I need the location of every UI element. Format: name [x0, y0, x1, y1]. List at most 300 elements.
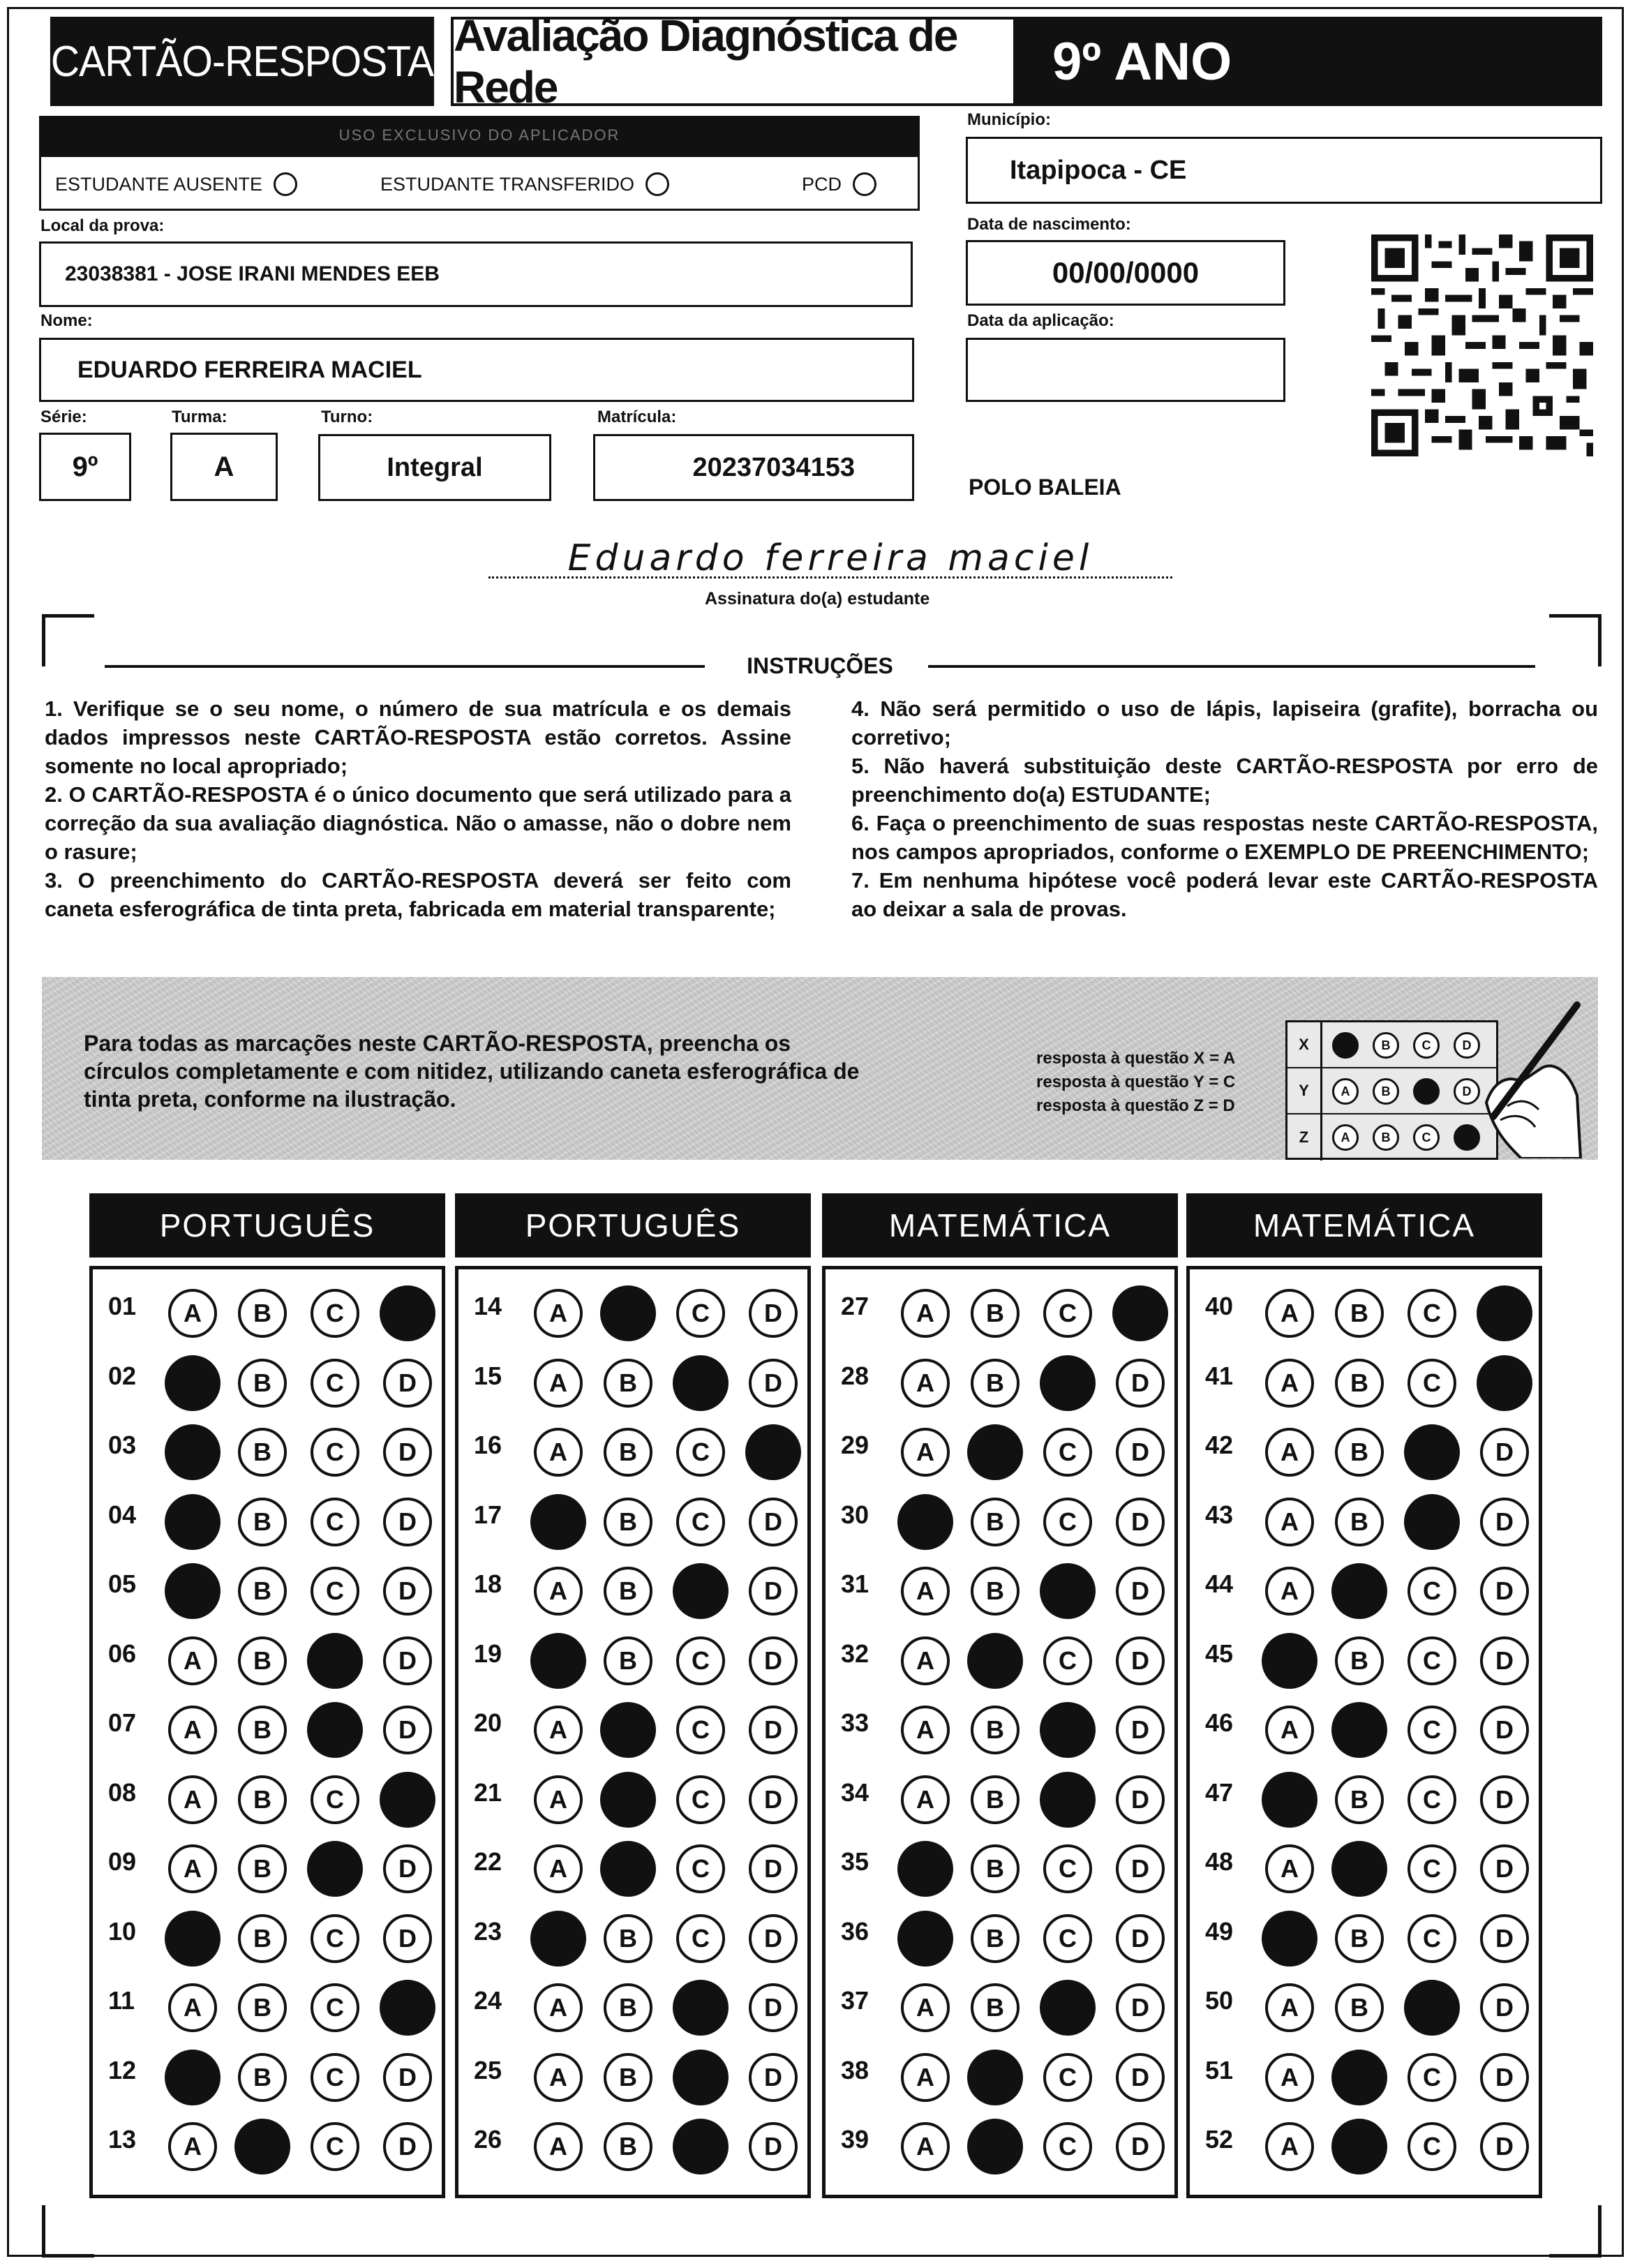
answer-bubble-c[interactable]: C [1408, 2122, 1456, 2171]
answer-bubble-c[interactable] [1040, 1772, 1096, 1828]
answer-bubble-b[interactable]: B [1335, 1428, 1384, 1477]
answer-bubble-c[interactable] [673, 2050, 729, 2105]
answer-bubble-b[interactable] [600, 1772, 656, 1828]
answer-grid [1186, 1266, 1542, 2198]
absent-bubble[interactable] [274, 172, 297, 196]
answer-bubble-a[interactable]: A [1265, 1567, 1314, 1616]
answer-bubble-c[interactable]: C [1408, 1359, 1456, 1408]
answer-bubble-b[interactable] [234, 2119, 290, 2174]
answer-bubble-c[interactable]: C [1043, 1636, 1092, 1685]
answer-bubble-c[interactable]: C [1408, 1844, 1456, 1893]
absent-option[interactable] [55, 172, 297, 196]
question-row [458, 1617, 807, 1687]
example-bubble-a: A [1332, 1078, 1359, 1105]
uso-exclusivo-row [39, 155, 920, 211]
question-row [826, 2103, 1174, 2172]
answer-bubble-a[interactable]: A [534, 1775, 583, 1824]
answer-bubble-b[interactable]: B [1335, 1289, 1384, 1338]
answer-bubble-d[interactable]: D [1480, 1983, 1529, 2032]
answer-bubble-a[interactable]: A [901, 1636, 950, 1685]
answer-bubble-a[interactable]: A [901, 1567, 950, 1616]
answer-bubble-d[interactable]: D [1116, 1428, 1165, 1477]
question-number: 42 [1205, 1431, 1234, 1459]
answer-bubble-a[interactable]: A [534, 1844, 583, 1893]
answer-bubble-a[interactable]: A [901, 2122, 950, 2171]
question-number: 05 [108, 1569, 137, 1598]
answer-bubble-c[interactable] [1404, 1980, 1460, 2036]
answer-bubble-d[interactable]: D [383, 1706, 432, 1754]
answer-bubble-b[interactable]: B [604, 1983, 652, 2032]
answer-bubble-d[interactable]: D [749, 2053, 798, 2102]
question-row [458, 1964, 807, 2034]
answer-bubble-b[interactable]: B [1335, 1914, 1384, 1963]
answer-bubble-b[interactable]: B [1335, 1359, 1384, 1408]
answer-bubble-b[interactable]: B [238, 1706, 287, 1754]
instructions-rule-left [105, 665, 705, 668]
answer-bubble-d[interactable]: D [749, 1636, 798, 1685]
answer-bubble-c[interactable]: C [311, 1498, 359, 1546]
example-text: Para todas as marcações neste CARTÃO-RESPOSTA, preencha os círculos completamente e com nitidez, utilizando caneta esferográfica de tinta preta, conforme na ilustração. [84, 1031, 860, 1112]
question-number: 45 [1205, 1639, 1234, 1668]
answer-bubble-d[interactable]: D [1116, 2053, 1165, 2102]
turma-field: A [170, 433, 278, 501]
answer-bubble-d[interactable]: D [383, 1844, 432, 1893]
answer-bubble-b[interactable]: B [1335, 1498, 1384, 1546]
question-row [1190, 1269, 1539, 1339]
answer-bubble-b[interactable]: B [238, 1844, 287, 1893]
answer-bubble-c[interactable] [1040, 1980, 1096, 2036]
answer-bubble-c[interactable] [673, 1355, 729, 1411]
answer-bubble-c[interactable]: C [311, 1289, 359, 1338]
instruction-item: 2. O CARTÃO-RESPOSTA é o único documento que será utilizado para a correção da sua avaliação diagnóstica. Não o amasse, não o dobre nem o rasure; [45, 782, 791, 864]
answer-bubble-b[interactable]: B [971, 1775, 1020, 1824]
answer-bubble-c[interactable] [307, 1633, 363, 1689]
question-row [458, 2034, 807, 2103]
question-row [93, 1686, 442, 1756]
answer-bubble-b[interactable]: B [604, 2122, 652, 2171]
corner-mark-bottom-right [1549, 2205, 1602, 2258]
answer-bubble-c[interactable] [1040, 1702, 1096, 1758]
answer-bubble-a[interactable] [897, 1911, 953, 1967]
answer-bubble-a[interactable]: A [534, 2053, 583, 2102]
answer-bubble-d[interactable]: D [383, 1359, 432, 1408]
answer-bubble-c[interactable]: C [676, 1289, 725, 1338]
answer-bubble-c[interactable]: C [1408, 1289, 1456, 1338]
answer-bubble-a[interactable]: A [1265, 1428, 1314, 1477]
question-row [1190, 1964, 1539, 2034]
answer-bubble-a[interactable] [165, 1911, 221, 1967]
answer-bubble-d[interactable]: D [1480, 1498, 1529, 1546]
answer-bubble-a[interactable]: A [168, 1844, 217, 1893]
answer-bubble-a[interactable]: A [168, 1983, 217, 2032]
answer-bubble-b[interactable]: B [604, 1567, 652, 1616]
student-signature: Eduardo ferreira maciel [567, 537, 1093, 579]
answer-bubble-a[interactable]: A [1265, 1289, 1314, 1338]
answer-bubble-b[interactable]: B [238, 1636, 287, 1685]
answer-bubble-b[interactable] [600, 1841, 656, 1897]
answer-bubble-d[interactable] [1477, 1285, 1532, 1341]
answer-bubble-d[interactable]: D [1116, 1498, 1165, 1546]
example-bubble-b: B [1373, 1032, 1399, 1059]
instruction-item: 3. O preenchimento do CARTÃO-RESPOSTA deverá ser feito com caneta esferográfica de tinta preta, fabricada em material transparente; [45, 868, 791, 921]
answer-bubble-b[interactable]: B [238, 1289, 287, 1338]
answer-bubble-b[interactable]: B [238, 1983, 287, 2032]
answer-bubble-a[interactable] [165, 1424, 221, 1480]
question-row [1190, 2034, 1539, 2103]
section-title: PORTUGUÊS [89, 1193, 445, 1258]
answer-bubble-a[interactable]: A [168, 1636, 217, 1685]
answer-bubble-d[interactable]: D [1480, 1844, 1529, 1893]
answer-bubble-b[interactable]: B [604, 1498, 652, 1546]
answer-bubble-a[interactable] [897, 1494, 953, 1550]
question-row [1190, 1408, 1539, 1478]
answer-bubble-c[interactable]: C [311, 1983, 359, 2032]
transferred-bubble[interactable] [645, 172, 669, 196]
answer-bubble-c[interactable]: C [676, 1775, 725, 1824]
answer-bubble-a[interactable] [1262, 1633, 1317, 1689]
answer-bubble-c[interactable] [673, 1980, 729, 2036]
serie-field: 9º [39, 433, 131, 501]
uso-exclusivo-bar: USO EXCLUSIVO DO APLICADOR [39, 116, 920, 155]
question-number: 08 [108, 1777, 137, 1807]
answer-bubble-c[interactable]: C [676, 1636, 725, 1685]
answer-bubble-b[interactable] [600, 1285, 656, 1341]
answer-bubble-d[interactable]: D [749, 1498, 798, 1546]
answer-bubble-c[interactable]: C [311, 2053, 359, 2102]
answer-bubble-d[interactable] [380, 1285, 435, 1341]
pcd-option[interactable] [802, 172, 876, 196]
answer-bubble-c[interactable]: C [1408, 1775, 1456, 1824]
answer-bubble-d[interactable]: D [749, 1359, 798, 1408]
answer-bubble-a[interactable]: A [1265, 1983, 1314, 2032]
answer-bubble-b[interactable]: B [971, 1706, 1020, 1754]
question-number: 51 [1205, 2055, 1234, 2084]
answer-bubble-c[interactable]: C [676, 1844, 725, 1893]
answer-bubble-c[interactable] [307, 1702, 363, 1758]
answer-bubble-a[interactable]: A [534, 2122, 583, 2171]
question-row [93, 2034, 442, 2103]
question-number: 24 [474, 1986, 502, 2015]
example-bubble-b: B [1373, 1124, 1399, 1151]
answer-bubble-d[interactable] [1477, 1355, 1532, 1411]
answer-bubble-d[interactable]: D [383, 2053, 432, 2102]
question-number: 48 [1205, 1847, 1234, 1876]
answer-bubble-c[interactable]: C [676, 1428, 725, 1477]
answer-bubble-c[interactable]: C [1408, 1567, 1456, 1616]
answer-grid [822, 1266, 1178, 2198]
answer-bubble-c[interactable]: C [1043, 1914, 1092, 1963]
answer-bubble-a[interactable]: A [901, 1289, 950, 1338]
answer-bubble-a[interactable]: A [1265, 1359, 1314, 1408]
answer-bubble-a[interactable] [897, 1841, 953, 1897]
answer-bubble-d[interactable] [380, 1772, 435, 1828]
signature-label: Assinatura do(a) estudante [705, 589, 930, 609]
answer-bubble-c[interactable]: C [1043, 2122, 1092, 2171]
answer-bubble-c[interactable]: C [676, 1914, 725, 1963]
answer-bubble-b[interactable] [967, 1424, 1023, 1480]
answer-bubble-a[interactable]: A [1265, 1706, 1314, 1754]
name-label: Nome: [40, 311, 93, 330]
answer-bubble-c[interactable]: C [1408, 1914, 1456, 1963]
corner-mark-top-left [42, 614, 94, 666]
answer-bubble-a[interactable]: A [534, 1359, 583, 1408]
answer-bubble-c[interactable]: C [1043, 1289, 1092, 1338]
answer-bubble-a[interactable]: A [1265, 2053, 1314, 2102]
answer-bubble-b[interactable]: B [238, 1775, 287, 1824]
example-bubble-d: D [1454, 1032, 1480, 1059]
answer-bubble-c[interactable]: C [1043, 2053, 1092, 2102]
answer-bubble-d[interactable]: D [749, 1914, 798, 1963]
answer-bubble-b[interactable]: B [238, 1498, 287, 1546]
answer-bubble-a[interactable]: A [534, 1567, 583, 1616]
answer-bubble-b[interactable]: B [971, 1844, 1020, 1893]
answer-bubble-d[interactable]: D [1116, 1636, 1165, 1685]
question-row [1190, 1547, 1539, 1617]
answer-bubble-a[interactable]: A [534, 1706, 583, 1754]
answer-bubble-b[interactable]: B [971, 1914, 1020, 1963]
answer-bubble-d[interactable]: D [1116, 2122, 1165, 2171]
answer-bubble-d[interactable]: D [749, 1567, 798, 1616]
answer-bubble-a[interactable]: A [901, 2053, 950, 2102]
answer-bubble-b[interactable]: B [971, 1289, 1020, 1338]
answer-bubble-d[interactable]: D [1480, 1428, 1529, 1477]
answer-bubble-a[interactable] [1262, 1911, 1317, 1967]
answer-bubble-a[interactable]: A [168, 1775, 217, 1824]
answer-bubble-c[interactable] [1040, 1563, 1096, 1619]
answer-bubble-a[interactable] [165, 1355, 221, 1411]
question-row [458, 1756, 807, 1826]
question-number: 33 [841, 1708, 869, 1737]
answer-bubble-a[interactable]: A [901, 1706, 950, 1754]
answer-bubble-d[interactable]: D [1116, 1983, 1165, 2032]
answer-bubble-d[interactable]: D [749, 1289, 798, 1338]
instruction-item: 5. Não haverá substituição deste CARTÃO-RESPOSTA por erro de preenchimento do(a) ESTUDANTE; [851, 754, 1598, 807]
answer-bubble-b[interactable]: B [238, 1428, 287, 1477]
answer-bubble-c[interactable]: C [311, 1428, 359, 1477]
answer-bubble-c[interactable]: C [1408, 1636, 1456, 1685]
question-row [826, 1617, 1174, 1687]
question-number: 31 [841, 1569, 869, 1598]
answer-bubble-a[interactable]: A [1265, 1844, 1314, 1893]
question-row [93, 1408, 442, 1478]
answer-bubble-b[interactable] [1331, 2119, 1387, 2174]
question-row [93, 1756, 442, 1826]
question-number: 25 [474, 2055, 502, 2084]
example-bubble-b: B [1373, 1078, 1399, 1105]
question-row [458, 1547, 807, 1617]
answer-bubble-d[interactable]: D [1480, 2122, 1529, 2171]
question-number: 43 [1205, 1500, 1234, 1529]
question-number: 26 [474, 2125, 502, 2154]
answer-bubble-d[interactable]: D [1116, 1706, 1165, 1754]
answer-bubble-b[interactable]: B [604, 2053, 652, 2102]
answer-bubble-b[interactable]: B [1335, 1636, 1384, 1685]
answer-bubble-d[interactable] [1112, 1285, 1168, 1341]
answer-bubble-a[interactable] [165, 2050, 221, 2105]
answer-bubble-d[interactable]: D [1480, 1775, 1529, 1824]
example-bubble-a: A [1332, 1124, 1359, 1151]
answer-bubble-d[interactable]: D [749, 1844, 798, 1893]
answer-bubble-d[interactable]: D [1480, 1706, 1529, 1754]
answer-grid [89, 1266, 445, 2198]
answer-bubble-a[interactable]: A [168, 2122, 217, 2171]
question-number: 34 [841, 1777, 869, 1807]
answer-bubble-b[interactable] [1331, 1702, 1387, 1758]
question-row [458, 1478, 807, 1548]
answer-bubble-d[interactable] [745, 1424, 801, 1480]
answer-bubble-c[interactable]: C [311, 1567, 359, 1616]
answer-bubble-a[interactable]: A [534, 1983, 583, 2032]
answer-bubble-b[interactable] [967, 1633, 1023, 1689]
answer-bubble-b[interactable]: B [238, 1359, 287, 1408]
application-date-field [966, 338, 1285, 402]
question-number: 03 [108, 1431, 137, 1459]
answer-bubble-a[interactable] [1262, 1772, 1317, 1828]
question-number: 46 [1205, 1708, 1234, 1737]
answer-bubble-c[interactable]: C [311, 1359, 359, 1408]
answer-bubble-b[interactable] [967, 2050, 1023, 2105]
answer-bubble-b[interactable]: B [238, 1567, 287, 1616]
question-number: 21 [474, 1777, 502, 1807]
birthdate-label: Data de nascimento: [967, 215, 1131, 234]
question-number: 15 [474, 1361, 502, 1390]
answer-bubble-a[interactable]: A [901, 1775, 950, 1824]
application-date-label: Data da aplicação: [967, 311, 1114, 330]
answer-bubble-d[interactable]: D [383, 1914, 432, 1963]
answer-bubble-d[interactable]: D [383, 1498, 432, 1546]
answer-bubble-a[interactable] [530, 1494, 586, 1550]
example-question-label: Z [1287, 1114, 1322, 1161]
answer-bubble-d[interactable]: D [749, 1775, 798, 1824]
answer-bubble-d[interactable]: D [749, 1983, 798, 2032]
answer-bubble-d[interactable]: D [749, 2122, 798, 2171]
answer-bubble-a[interactable]: A [1265, 1498, 1314, 1546]
answer-bubble-b[interactable]: B [971, 1983, 1020, 2032]
instructions-title: INSTRUÇÕES [747, 653, 893, 678]
answer-bubble-a[interactable]: A [901, 1359, 950, 1408]
answer-bubble-c[interactable]: C [311, 1914, 359, 1963]
answer-bubble-a[interactable]: A [534, 1428, 583, 1477]
answer-bubble-c[interactable] [1404, 1424, 1460, 1480]
example-row [1287, 1022, 1496, 1068]
answer-bubble-d[interactable]: D [1480, 1914, 1529, 1963]
answer-bubble-b[interactable]: B [971, 1567, 1020, 1616]
answer-bubble-b[interactable] [1331, 2050, 1387, 2105]
answer-bubble-d[interactable]: D [1480, 1636, 1529, 1685]
municipio-label: Município: [967, 110, 1051, 129]
transferred-option[interactable] [380, 172, 669, 196]
answer-bubble-b[interactable] [1331, 1841, 1387, 1897]
answer-bubble-a[interactable]: A [168, 1706, 217, 1754]
answer-bubble-d[interactable]: D [383, 1428, 432, 1477]
answer-bubble-d[interactable]: D [1116, 1844, 1165, 1893]
question-number: 17 [474, 1500, 502, 1529]
answer-bubble-b[interactable]: B [1335, 1775, 1384, 1824]
answer-bubble-d[interactable]: D [383, 1636, 432, 1685]
answer-bubble-a[interactable]: A [1265, 2122, 1314, 2171]
answer-bubble-d[interactable]: D [1480, 1567, 1529, 1616]
answer-bubble-c[interactable]: C [311, 2122, 359, 2171]
answer-bubble-b[interactable]: B [604, 1636, 652, 1685]
instruction-item: 1. Verifique se o seu nome, o número de sua matrícula e os demais dados impressos neste CARTÃO-RESPOSTA estão corretos. Assine somente no local apropriado; [45, 696, 791, 778]
answer-bubble-c[interactable]: C [1408, 2053, 1456, 2102]
answer-bubble-a[interactable] [165, 1494, 221, 1550]
answer-bubble-b[interactable]: B [971, 1498, 1020, 1546]
question-row [1190, 1478, 1539, 1548]
question-number: 35 [841, 1847, 869, 1876]
answer-bubble-b[interactable] [1331, 1563, 1387, 1619]
serie-label: Série: [40, 408, 87, 426]
local-field: 23038381 - JOSE IRANI MENDES EEB [39, 241, 913, 307]
answer-bubble-b[interactable] [967, 2119, 1023, 2174]
question-number: 07 [108, 1708, 137, 1737]
answer-bubble-c[interactable]: C [1043, 1428, 1092, 1477]
answer-bubble-b[interactable]: B [238, 1914, 287, 1963]
example-illustration [1285, 1020, 1498, 1160]
answer-bubble-b[interactable]: B [604, 1428, 652, 1477]
answer-bubble-d[interactable]: D [1116, 1567, 1165, 1616]
answer-bubble-c[interactable] [1404, 1494, 1460, 1550]
question-number: 12 [108, 2055, 137, 2084]
answer-bubble-c[interactable]: C [676, 1498, 725, 1546]
answer-bubble-c[interactable]: C [1408, 1706, 1456, 1754]
answer-bubble-c[interactable] [673, 1563, 729, 1619]
answer-bubble-b[interactable]: B [604, 1914, 652, 1963]
answer-bubble-d[interactable]: D [383, 1567, 432, 1616]
answer-bubble-b[interactable]: B [1335, 1983, 1384, 2032]
instructions-rule-right [928, 665, 1535, 668]
example-question-label: X [1287, 1022, 1322, 1067]
answer-bubble-b[interactable]: B [238, 2053, 287, 2102]
answer-bubble-a[interactable] [530, 1633, 586, 1689]
question-row [1190, 1617, 1539, 1687]
answer-bubble-a[interactable] [530, 1911, 586, 1967]
matricula-field: 20237034153 [593, 434, 914, 501]
question-number: 37 [841, 1986, 869, 2015]
answer-bubble-d[interactable]: D [1480, 2053, 1529, 2102]
question-number: 09 [108, 1847, 137, 1876]
answer-bubble-a[interactable]: A [168, 1289, 217, 1338]
answer-bubble-a[interactable]: A [534, 1289, 583, 1338]
answer-bubble-c[interactable]: C [1043, 1498, 1092, 1546]
pcd-bubble[interactable] [853, 172, 876, 196]
answer-bubble-c[interactable]: C [311, 1775, 359, 1824]
answer-bubble-d[interactable]: D [1116, 1359, 1165, 1408]
answer-bubble-c[interactable] [1040, 1355, 1096, 1411]
answer-bubble-b[interactable]: B [604, 1359, 652, 1408]
answer-bubble-c[interactable] [307, 1841, 363, 1897]
example-bubble-d: D [1454, 1078, 1480, 1105]
answer-bubble-a[interactable]: A [901, 1983, 950, 2032]
answer-bubble-c[interactable] [673, 2119, 729, 2174]
answer-bubble-d[interactable]: D [1116, 1914, 1165, 1963]
answer-bubble-d[interactable]: D [1116, 1775, 1165, 1824]
answer-bubble-b[interactable] [600, 1702, 656, 1758]
answer-bubble-c[interactable]: C [1043, 1844, 1092, 1893]
instructions-left-column [45, 694, 791, 923]
answer-bubble-a[interactable] [165, 1563, 221, 1619]
answer-bubble-b[interactable]: B [971, 1359, 1020, 1408]
example-legend-z: resposta à questão Z = D [1036, 1096, 1235, 1115]
answer-bubble-a[interactable]: A [901, 1428, 950, 1477]
section-title: PORTUGUÊS [455, 1193, 811, 1258]
question-row [1190, 1339, 1539, 1409]
answer-bubble-d[interactable]: D [749, 1706, 798, 1754]
answer-bubble-c[interactable]: C [676, 1706, 725, 1754]
answer-bubble-d[interactable]: D [383, 2122, 432, 2171]
answer-bubble-d[interactable] [380, 1980, 435, 2036]
corner-mark-bottom-left [42, 2205, 94, 2258]
